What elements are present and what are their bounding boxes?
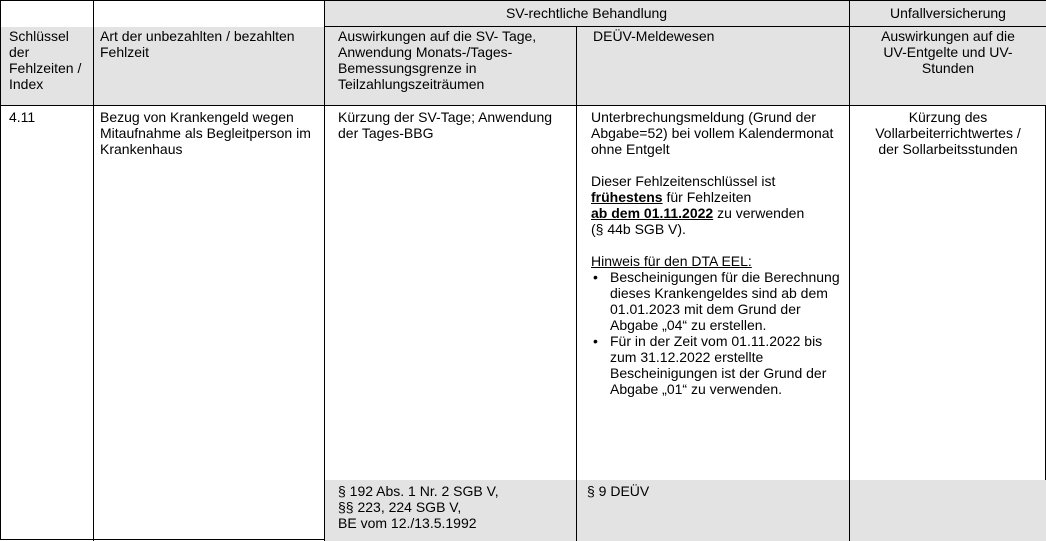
row-deuev	[587, 109, 849, 397]
column-header-art: Art der unbezahlten / bezahlten Fehlzeit	[100, 28, 295, 60]
divider	[849, 1, 850, 541]
divider	[576, 27, 577, 541]
column-header-deuev: DEÜV-Meldewesen	[593, 28, 715, 44]
divider	[93, 1, 94, 541]
legal-ref: BE vom 12./13.5.1992	[338, 515, 477, 531]
divider	[1, 105, 1046, 106]
row-uv: Kürzung des Vollarbeiterrichtwertes / der Sollarbeitsstunden	[875, 109, 1021, 157]
divider	[324, 26, 1046, 27]
divider	[324, 1, 325, 541]
hint-list	[591, 269, 845, 397]
row-sv-tage: Kürzung der SV-Tage; Anwendung der Tages-BBG	[338, 109, 553, 141]
legal-ref: §§ 223, 224 SGB V,	[338, 499, 462, 515]
uv-group-title: Unfallversicherung	[890, 5, 1006, 21]
column-header-uv: Auswirkungen auf die UV-Entgelte und UV-Stunden	[881, 28, 1015, 76]
sv-group-title: SV-rechtliche Behandlung	[505, 5, 668, 21]
footer-sv-refs	[334, 483, 574, 531]
hint-title: Hinweis für den DTA EEL:	[591, 253, 752, 269]
footer-deuev-ref: § 9 DEÜV	[587, 483, 650, 499]
hint-item: • Bescheinigungen für die Berechnung dieses Krankengeldes sind ab dem 01.01.2023 mit dem Grund der Abgabe „04“ zu erstellen.	[591, 269, 845, 333]
column-header-key: Schlüssel der Fehlzeiten / Index	[9, 28, 82, 92]
row-key: 4.11	[9, 109, 36, 125]
deuev-validity: Dieser Fehlzeitenschlüssel ist frühestens für Fehlzeiten ab dem 01.11.2022 zu verwenden (§ 44b SGB V).	[591, 173, 805, 237]
hint-item: • Für in der Zeit vom 01.11.2022 bis zum 31.12.2022 erstellte Bescheinigungen ist der Grund der Abgabe „01“ zu verwenden.	[591, 333, 845, 397]
legal-ref: § 192 Abs. 1 Nr. 2 SGB V,	[338, 483, 499, 499]
column-header-sv-tage: Auswirkungen auf die SV- Tage, Anwendung Monats-/Tages-Bemessungsgrenze in Teilzahlungszeiträumen	[338, 28, 537, 92]
row-art: Bezug von Krankengeld wegen Mitaufnahme als Begleitperson im Krankenhaus	[100, 109, 311, 157]
deuev-intro: Unterbrechungsmeldung (Grund der Abgabe=52) bei vollem Kalendermonat ohne Entgelt	[591, 109, 834, 157]
